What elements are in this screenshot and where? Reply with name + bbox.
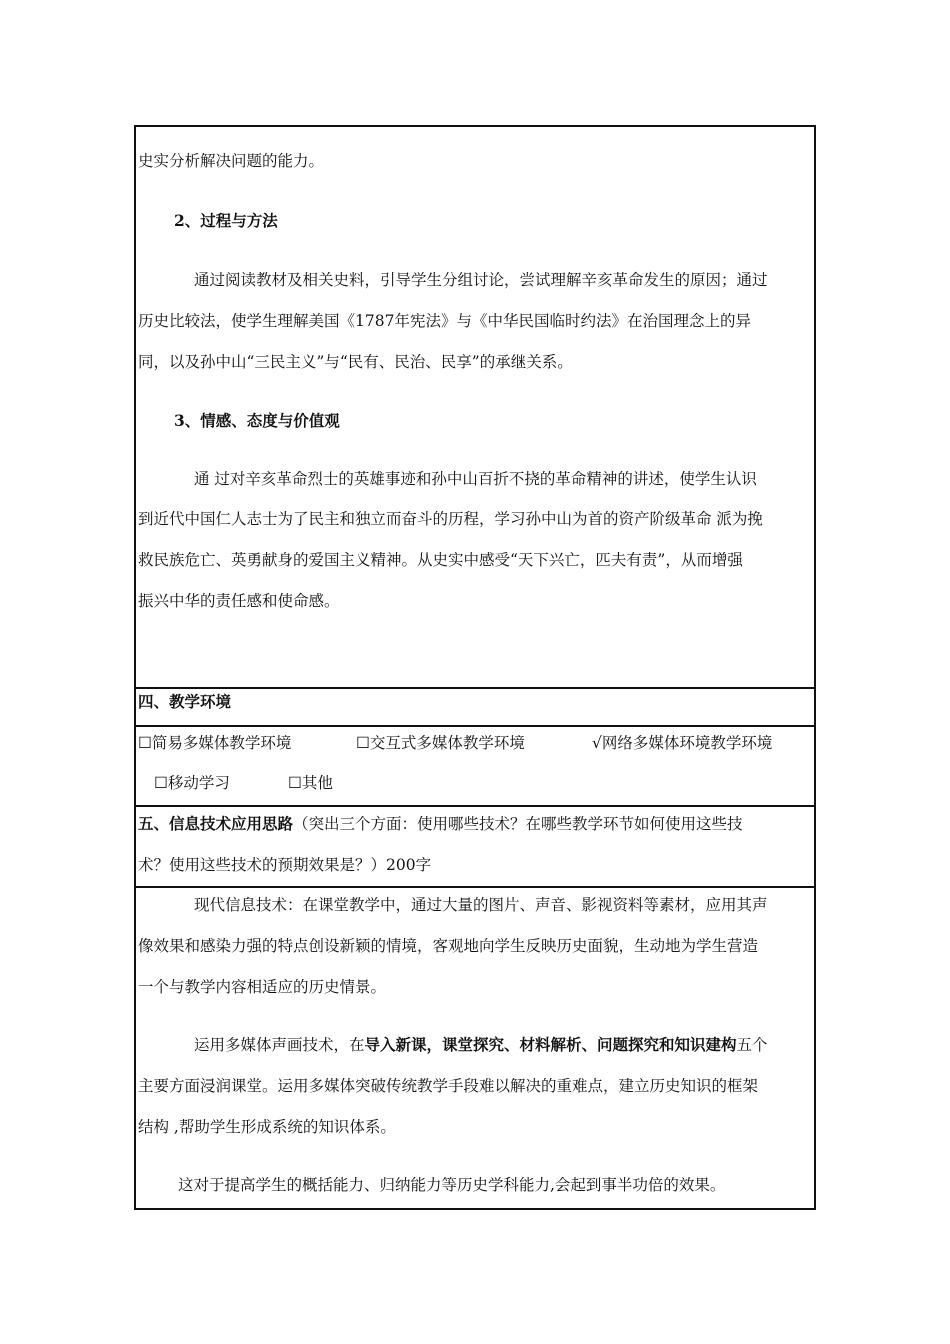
process-method-line-2: 历史比较法，使学生理解美国《1787年宪法》与《中华民国临时约法》在治国理念上的异 xyxy=(138,312,751,330)
it-content-cell xyxy=(136,886,814,1208)
it-para1-line-3: 一个与教学内容相适应的历史情景。 xyxy=(138,978,387,996)
option-label: 其他 xyxy=(301,774,333,792)
it-para3-line: 这对于提高学生的概括能力、归纳能力等历史学科能力,会起到事半功倍的效果。 xyxy=(178,1176,726,1194)
checkbox-icon: ☐ xyxy=(356,734,370,752)
objectives-cell xyxy=(136,127,814,687)
objectives-continued-line: 史实分析解决问题的能力。 xyxy=(138,152,325,170)
checkbox-icon: ☐ xyxy=(138,734,152,752)
option-label: 网络多媒体环境教学环境 xyxy=(601,734,773,752)
teaching-env-options-cell xyxy=(136,725,814,805)
it-para1-line-1: 现代信息技术：在课堂教学中，通过大量的图片、声音、影视资料等素材，应用其声 xyxy=(194,896,768,914)
it-application-heading-cell xyxy=(136,805,814,886)
emotion-values-line-3: 救民族危亡、英勇献身的爱国主义精神。从史实中感受“天下兴亡，匹夫有责”，从而增强 xyxy=(138,551,743,569)
option-label: 交互式多媒体教学环境 xyxy=(369,734,525,752)
it-application-heading-line-1 xyxy=(138,814,743,834)
it-para1-line-2: 像效果和感染力强的特点创设新颖的情境，客观地向学生反映历史面貌，生动地为学生营造 xyxy=(138,937,759,955)
emotion-values-line-2: 到近代中国仁人志士为了民主和独立而奋斗的历程，学习孙中山为首的资产阶级革命 派为挽 xyxy=(138,510,763,528)
option-mobile-learning[interactable] xyxy=(154,773,230,793)
it-para2-bold: 导入新课，课堂探究、材料解析、问题探究和知识建构 xyxy=(364,1035,737,1054)
option-other[interactable] xyxy=(288,773,333,793)
lesson-plan-table xyxy=(134,125,816,1210)
checkbox-icon: ☐ xyxy=(154,774,168,792)
it-application-instructions: （突出三个方面：使用哪些技术？在哪些教学环节如何使用这些技 xyxy=(293,815,743,833)
emotion-values-heading: 3、情感、态度与价值观 xyxy=(174,411,340,430)
it-para2-line-3: 结构 ,帮助学生形成系统的知识体系。 xyxy=(138,1118,396,1136)
checkmark-icon: √ xyxy=(592,734,602,752)
teaching-env-heading-cell xyxy=(136,687,814,725)
emotion-values-line-4: 振兴中华的责任感和使命感。 xyxy=(138,592,340,610)
it-para2-line-1 xyxy=(194,1035,768,1055)
process-method-heading: 2、过程与方法 xyxy=(174,211,278,230)
it-para2-line-2: 主要方面浸润课堂。运用多媒体突破传统教学手段难以解决的重难点，建立历史知识的框架 xyxy=(138,1077,759,1095)
it-application-heading-line-2: 术？使用这些技术的预期效果是？）200字 xyxy=(138,856,432,874)
teaching-env-heading: 四、教学环境 xyxy=(138,692,232,711)
emotion-values-line-1: 通 过对辛亥革命烈士的英雄事迹和孙中山百折不挠的革命精神的讲述，使学生认识 xyxy=(194,470,757,488)
option-network-multimedia[interactable] xyxy=(592,733,772,753)
option-simple-multimedia[interactable] xyxy=(138,733,291,753)
option-interactive-multimedia[interactable] xyxy=(356,733,525,753)
it-para2-prefix: 运用多媒体声画技术，在 xyxy=(194,1036,365,1054)
option-label: 简易多媒体教学环境 xyxy=(151,734,292,752)
it-application-heading: 五、信息技术应用思路 xyxy=(138,814,294,833)
process-method-line-1: 通过阅读教材及相关史料，引导学生分组讨论，尝试理解辛亥革命发生的原因；通过 xyxy=(194,271,768,289)
it-para2-suffix: 五个 xyxy=(736,1036,768,1054)
process-method-line-3: 同，以及孙中山“三民主义”与“民有、民治、民享”的承继关系。 xyxy=(138,353,573,371)
option-label: 移动学习 xyxy=(167,774,230,792)
checkbox-icon: ☐ xyxy=(288,774,302,792)
